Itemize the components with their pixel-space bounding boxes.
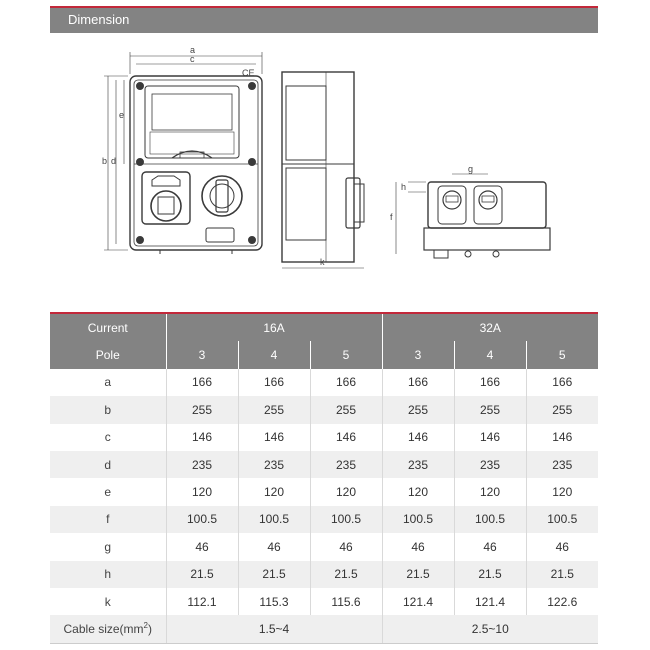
value-cell: 21.5 xyxy=(238,561,310,588)
value-cell: 166 xyxy=(454,369,526,396)
dim-label-h: h xyxy=(401,182,407,192)
table-row xyxy=(50,506,598,533)
value-cell: 115.3 xyxy=(238,588,310,615)
value-cell: 146 xyxy=(166,424,238,451)
value-cell: 46 xyxy=(310,533,382,560)
cable-size-label: Cable $size(mm^2)$ xyxy=(50,615,166,643)
row-label: f xyxy=(50,506,166,533)
dim-label-d: d xyxy=(111,156,117,166)
value-cell: 112.1 xyxy=(166,588,238,615)
value-cell: 121.4 xyxy=(382,588,454,615)
value-cell: 166 xyxy=(310,369,382,396)
value-cell: 46 xyxy=(382,533,454,560)
value-cell: 46 xyxy=(166,533,238,560)
row-label: g xyxy=(50,533,166,560)
table-row xyxy=(50,478,598,505)
value-cell: 121.4 xyxy=(454,588,526,615)
value-cell: 146 xyxy=(382,424,454,451)
cable-size-32a: 2.5~10 xyxy=(382,615,598,643)
value-cell: 166 xyxy=(238,369,310,396)
value-cell: 21.5 xyxy=(526,561,598,588)
table-row xyxy=(50,533,598,560)
pole-cell: 3 xyxy=(166,341,238,368)
value-cell: 46 xyxy=(555,539,569,554)
value-cell: 146 xyxy=(454,424,526,451)
value-cell: 120 xyxy=(454,478,526,505)
cable-size-16a: 1.5~4 xyxy=(166,615,382,643)
dim-label-e: e xyxy=(119,110,125,120)
row-label: c xyxy=(50,424,166,451)
row-label: b xyxy=(50,396,166,423)
row-label: a xyxy=(50,369,166,396)
current-32a: 32A xyxy=(382,313,598,341)
value-cell: 120 xyxy=(238,478,310,505)
value-cell: 46 xyxy=(238,533,310,560)
section-title: Dimension xyxy=(68,12,130,27)
current-label: Current xyxy=(50,313,166,341)
value-cell: 255 xyxy=(382,396,454,423)
pole-cell: 4 xyxy=(238,341,310,368)
value-cell: 100.5 xyxy=(310,506,382,533)
pole-cell: 5 xyxy=(526,341,598,368)
value-cell: 120 xyxy=(166,478,238,505)
value-cell: 100.5 xyxy=(238,506,310,533)
table-row xyxy=(50,451,598,478)
value-cell: 21.5 xyxy=(310,561,382,588)
table-row xyxy=(50,588,598,615)
value-cell: 146 xyxy=(552,430,573,445)
ce-mark: CE xyxy=(242,68,255,78)
dim-label-f: f xyxy=(390,212,393,222)
value-cell: 255 xyxy=(310,396,382,423)
value-cell: 100.5 xyxy=(526,506,598,533)
value-cell: 122.6 xyxy=(547,594,578,609)
value-cell: 235 xyxy=(238,451,310,478)
value-cell: 115.6 xyxy=(310,588,382,615)
row-label: e xyxy=(50,478,166,505)
row-label: k xyxy=(50,588,166,615)
current-16a: 16A xyxy=(166,313,382,341)
value-cell: 21.5 xyxy=(382,561,454,588)
dimension-table xyxy=(50,312,598,644)
value-cell: 100.5 xyxy=(382,506,454,533)
row-label: d xyxy=(50,451,166,478)
pole-header-row xyxy=(50,341,598,368)
bottom-view xyxy=(396,174,550,258)
dim-label-b: b xyxy=(102,156,108,166)
value-cell: 235 xyxy=(526,451,598,478)
value-cell: 120 xyxy=(382,478,454,505)
value-cell: 120 xyxy=(310,478,382,505)
value-cell: 146 xyxy=(310,424,382,451)
value-cell: 255 xyxy=(454,396,526,423)
dim-label-a: a xyxy=(190,45,196,55)
dim-label-g: g xyxy=(468,164,474,174)
value-cell: 255 xyxy=(526,396,598,423)
pole-label: Pole xyxy=(50,341,166,368)
dim-label-c: c xyxy=(190,54,195,64)
dim-label-k: k xyxy=(320,257,325,267)
value-cell: 235 xyxy=(454,451,526,478)
table-row xyxy=(50,396,598,423)
value-cell: 120 xyxy=(552,485,573,500)
value-cell: 100.5 xyxy=(166,506,238,533)
section-header xyxy=(50,6,598,33)
technical-drawing-svg xyxy=(50,34,598,310)
pole-cell: 5 xyxy=(310,341,382,368)
value-cell: 21.5 xyxy=(166,561,238,588)
value-cell: 100.5 xyxy=(454,506,526,533)
current-header-row xyxy=(50,313,598,341)
value-cell: 166 xyxy=(166,369,238,396)
cable-size-row xyxy=(50,615,598,643)
table-row xyxy=(50,561,598,588)
value-cell: 255 xyxy=(166,396,238,423)
value-cell: 235 xyxy=(382,451,454,478)
value-cell: 166 xyxy=(552,375,573,390)
value-cell: 255 xyxy=(238,396,310,423)
front-view xyxy=(130,76,262,254)
value-cell: 146 xyxy=(238,424,310,451)
value-cell: 235 xyxy=(310,451,382,478)
value-cell: 166 xyxy=(382,369,454,396)
side-view xyxy=(282,72,364,268)
value-cell: 235 xyxy=(166,451,238,478)
value-cell: 21.5 xyxy=(454,561,526,588)
row-label: h xyxy=(50,561,166,588)
pole-cell: 3 xyxy=(382,341,454,368)
pole-cell: 4 xyxy=(454,341,526,368)
table-body xyxy=(50,369,598,616)
table-row xyxy=(50,369,598,396)
value-cell: 46 xyxy=(454,533,526,560)
dimension-drawing xyxy=(50,34,598,310)
table-row xyxy=(50,424,598,451)
front-dimension-lines xyxy=(104,52,262,250)
